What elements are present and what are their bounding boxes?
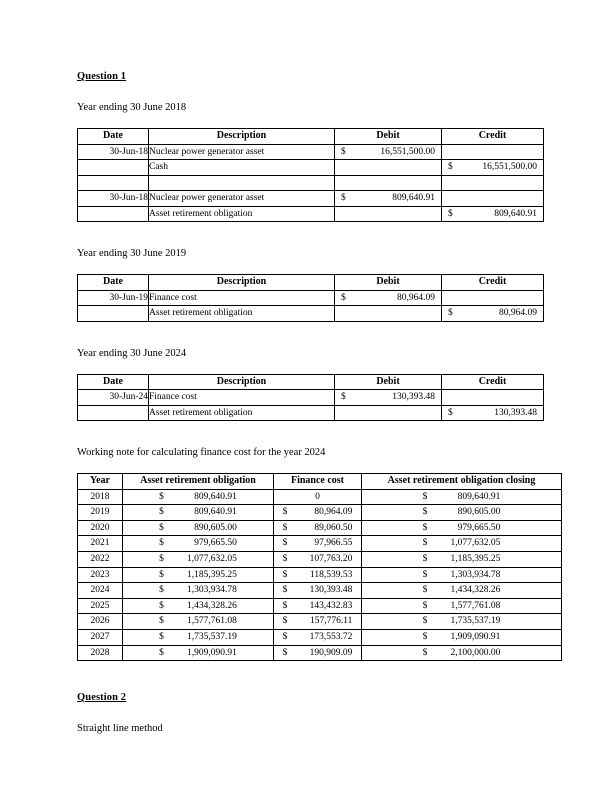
spacer xyxy=(77,459,561,473)
cell-debit: $ 130,393.48 xyxy=(335,390,442,406)
cell-finance-cost: $ 107,763.20 xyxy=(274,551,362,567)
table-row xyxy=(78,306,544,322)
cell-date xyxy=(78,206,149,222)
cell-date: 30-Jun-18 xyxy=(78,191,149,207)
cell-finance-cost: $ 97,966.55 xyxy=(274,536,362,552)
cell-closing: $ 890,605.00 xyxy=(362,505,562,521)
table-row xyxy=(78,175,544,191)
journal-2024-body xyxy=(78,390,544,421)
cell-debit xyxy=(335,175,442,191)
section-label-2018: Year ending 30 June 2018 xyxy=(77,102,187,113)
document-body xyxy=(77,70,561,735)
cell-credit: $ 130,393.48 xyxy=(442,405,544,421)
cell-year: 2020 xyxy=(78,520,123,536)
cell-year: 2024 xyxy=(78,583,123,599)
cell-obligation: $ 1,909,090.91 xyxy=(123,645,274,661)
table-row xyxy=(78,489,562,505)
column-header-date: Date xyxy=(78,374,149,390)
cell-closing: $ 1,434,328.26 xyxy=(362,583,562,599)
cell-credit xyxy=(442,191,544,207)
cell-credit: $ 16,551,500.00 xyxy=(442,160,544,176)
table-row xyxy=(78,536,562,552)
journal-table-2018 xyxy=(77,128,544,222)
table-row xyxy=(78,551,562,567)
cell-description: Asset retirement obligation xyxy=(149,405,335,421)
cell-debit xyxy=(335,306,442,322)
working-note-label: Working note for calculating finance cost for the year 2024 xyxy=(77,447,326,458)
cell-obligation: $ 979,665.50 xyxy=(123,536,274,552)
cell-date xyxy=(78,160,149,176)
spacer xyxy=(77,83,561,101)
cell-finance-cost: $ 118,539.53 xyxy=(274,567,362,583)
cell-credit xyxy=(442,290,544,306)
cell-closing: $ 809,640.91 xyxy=(362,489,562,505)
cell-obligation: $ 1,735,537.19 xyxy=(123,629,274,645)
table-row xyxy=(78,144,544,160)
question-2-heading: Question 2 xyxy=(77,692,127,704)
column-header-year: Year xyxy=(78,474,123,490)
working-note-table xyxy=(77,473,562,661)
spacer xyxy=(77,222,561,247)
column-header-debit: Debit xyxy=(335,275,442,291)
column-header-credit: Credit xyxy=(442,129,544,145)
table-row xyxy=(78,614,562,630)
column-header-description: Description xyxy=(149,129,335,145)
cell-closing: $ 1,735,537.19 xyxy=(362,614,562,630)
spacer xyxy=(77,704,561,722)
cell-description: Asset retirement obligation xyxy=(149,306,335,322)
cell-year: 2018 xyxy=(78,489,123,505)
cell-finance-cost: $ 89,060.50 xyxy=(274,520,362,536)
column-header-closing: Asset retirement obligation closing xyxy=(362,474,562,490)
cell-obligation: $ 809,640.91 xyxy=(123,489,274,505)
table-row xyxy=(78,206,544,222)
cell-credit xyxy=(442,390,544,406)
cell-obligation: $ 890,605.00 xyxy=(123,520,274,536)
cell-closing: $ 2,100,000.00 xyxy=(362,645,562,661)
cell-closing: $ 1,577,761.08 xyxy=(362,598,562,614)
straight-line-method-text: Straight line method xyxy=(77,723,163,735)
spacer xyxy=(77,421,561,446)
section-label-2024: Year ending 30 June 2024 xyxy=(77,347,187,359)
journal-table-2019 xyxy=(77,274,544,322)
spacer xyxy=(77,260,561,274)
cell-obligation: $ 1,303,934.78 xyxy=(123,583,274,599)
cell-obligation: $ 809,640.91 xyxy=(123,505,274,521)
cell-year: 2021 xyxy=(78,536,123,552)
column-header-description: Description xyxy=(149,374,335,390)
table-row xyxy=(78,629,562,645)
cell-description: Nuclear power generator asset xyxy=(149,191,335,207)
table-header-row xyxy=(78,129,544,145)
table-row xyxy=(78,390,544,406)
table-header-row xyxy=(78,374,544,390)
cell-description: Finance cost xyxy=(149,290,335,306)
cell-credit: $ 80,964.09 xyxy=(442,306,544,322)
cell-obligation: $ 1,577,761.08 xyxy=(123,614,274,630)
cell-year: 2023 xyxy=(78,567,123,583)
cell-date: 30-Jun-24 xyxy=(78,390,149,406)
cell-closing: $ 1,077,632.05 xyxy=(362,536,562,552)
cell-credit: $ 809,640.91 xyxy=(442,206,544,222)
cell-debit: $ 80,964.09 xyxy=(335,290,442,306)
cell-finance-cost: $ 80,964.09 xyxy=(274,505,362,521)
cell-date xyxy=(78,306,149,322)
cell-credit xyxy=(442,175,544,191)
cell-debit xyxy=(335,206,442,222)
journal-2019-body xyxy=(78,290,544,321)
table-row xyxy=(78,505,562,521)
table-row xyxy=(78,583,562,599)
cell-debit: $ 16,551,500.00 xyxy=(335,144,442,160)
cell-obligation: $ 1,434,328.26 xyxy=(123,598,274,614)
cell-closing: $ 979,665.50 xyxy=(362,520,562,536)
table-row xyxy=(78,645,562,661)
spacer xyxy=(77,360,561,374)
column-header-date: Date xyxy=(78,275,149,291)
cell-finance-cost: $ 143,432.83 xyxy=(274,598,362,614)
cell-date: 30-Jun-18 xyxy=(78,144,149,160)
column-header-finance-cost: Finance cost xyxy=(274,474,362,490)
table-header-row xyxy=(78,275,544,291)
cell-year: 2026 xyxy=(78,614,123,630)
cell-debit xyxy=(335,405,442,421)
cell-year: 2028 xyxy=(78,645,123,661)
cell-debit xyxy=(335,160,442,176)
cell-date xyxy=(78,175,149,191)
table-row xyxy=(78,290,544,306)
cell-finance-cost: $ 190,909.09 xyxy=(274,645,362,661)
cell-date xyxy=(78,405,149,421)
journal-table-2024 xyxy=(77,374,544,422)
cell-description: Cash xyxy=(149,160,335,176)
journal-2018-body xyxy=(78,144,544,222)
cell-year: 2019 xyxy=(78,505,123,521)
column-header-credit: Credit xyxy=(442,374,544,390)
table-header-row xyxy=(78,474,562,490)
spacer xyxy=(77,661,561,691)
cell-closing: $ 1,909,090.91 xyxy=(362,629,562,645)
cell-finance-cost: $ 130,393.48 xyxy=(274,583,362,599)
cell-year: 2027 xyxy=(78,629,123,645)
cell-date: 30-Jun-19 xyxy=(78,290,149,306)
spacer xyxy=(77,114,561,128)
cell-closing: $ 1,303,934.78 xyxy=(362,567,562,583)
column-header-description: Description xyxy=(149,275,335,291)
cell-closing: $ 1,185,395.25 xyxy=(362,551,562,567)
working-note-body xyxy=(78,489,562,661)
column-header-date: Date xyxy=(78,129,149,145)
cell-finance-cost: 0 xyxy=(274,489,362,505)
column-header-obligation: Asset retirement obligation xyxy=(123,474,274,490)
cell-debit: $ 809,640.91 xyxy=(335,191,442,207)
cell-year: 2022 xyxy=(78,551,123,567)
table-row xyxy=(78,160,544,176)
table-row xyxy=(78,567,562,583)
section-label-2019: Year ending 30 June 2019 xyxy=(77,248,187,259)
column-header-credit: Credit xyxy=(442,275,544,291)
cell-credit xyxy=(442,144,544,160)
cell-description: Nuclear power generator asset xyxy=(149,144,335,160)
cell-description: Asset retirement obligation xyxy=(149,206,335,222)
column-header-debit: Debit xyxy=(335,374,442,390)
cell-description xyxy=(149,175,335,191)
cell-obligation: $ 1,185,395.25 xyxy=(123,567,274,583)
table-row xyxy=(78,191,544,207)
table-row xyxy=(78,405,544,421)
cell-description: Finance cost xyxy=(149,390,335,406)
cell-year: 2025 xyxy=(78,598,123,614)
column-header-debit: Debit xyxy=(335,129,442,145)
spacer xyxy=(77,322,561,347)
table-row xyxy=(78,520,562,536)
cell-finance-cost: $ 157,776.11 xyxy=(274,614,362,630)
question-1-heading: Question 1 xyxy=(77,71,127,82)
cell-obligation: $ 1,077,632.05 xyxy=(123,551,274,567)
cell-finance-cost: $ 173,553.72 xyxy=(274,629,362,645)
table-row xyxy=(78,598,562,614)
